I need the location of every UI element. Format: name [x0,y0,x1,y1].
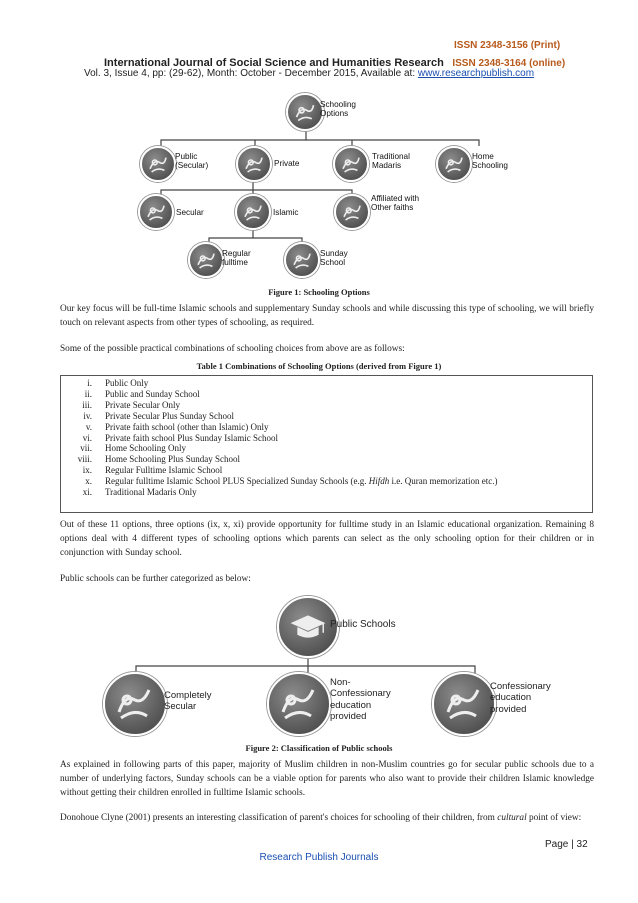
row-number: vi. [82,432,92,443]
affiliated-faiths-label: Affiliated with Other faiths [371,194,420,213]
donohoue-italic: cultural [497,813,527,823]
row-text: Public and Sunday School [105,388,200,399]
paragraph-combinations-intro: Some of the possible practical combinations of schooling choices from above are as follows: [60,344,405,354]
issn-online: ISSN 2348-3164 (online) [452,58,566,69]
table-row [61,378,497,389]
paragraph-eleven-options: Out of these 11 options, three options (ix, x, xi) provide opportunity for fulltime study in an Islamic educational organization. Remaining 8 options deal with 4 different types of schooling options which parents can select as the only schooling option for their children or in conjunction with Sunday school. [60,520,594,558]
public-secular-node-icon [140,146,176,182]
row-text: Home Schooling Only [105,443,186,454]
row-number: ii. [84,388,92,399]
paragraph-donohoue [60,812,594,826]
row-number: xi. [82,487,92,498]
row-number: v. [85,421,92,432]
regular-fulltime-label: Regular fulltime [222,249,251,268]
row-text: Private faith school Plus Sunday Islamic School [105,432,278,443]
sunday-school-label: Sunday School [320,249,348,268]
non-confessionary-node-icon [267,672,331,736]
public-schools-label: Public Schools [330,619,396,630]
paragraph-public-categories: Public schools can be further categorized as below: [60,574,251,584]
figure-1-diagram [0,90,638,285]
paragraph-key-focus: Our key focus will be full-time Islamic schools and supplementary Sunday schools and while discussing this type of schooling, we will briefly touch on relevant aspects from other types of schooling, as required. [60,304,594,328]
table-1-rows [61,378,497,498]
secular-label: Secular [176,208,204,217]
row-text: Regular Fulltime Islamic School [105,465,223,476]
table-row [61,454,497,465]
row-text: Private Secular Only [105,399,180,410]
table-row [61,443,497,454]
confessionary-node-icon [432,672,496,736]
row-number: x. [85,476,92,487]
donohoue-text: Donohoue Clyne (2001) presents an interesting classification of parent's choices for schooling of their children, from [60,813,498,823]
row-number: viii. [77,454,92,465]
row-text: Private faith school (other than Islamic) Only [105,421,269,432]
table-row [61,433,497,444]
row-text-before: Regular fulltime Islamic School PLUS Specialized Sunday Schools (e.g. [105,476,369,487]
figure-2-caption: Figure 2: Classification of Public schools [245,743,393,753]
private-label: Private [274,159,300,168]
publisher-link[interactable]: Research Publish Journals [259,852,379,863]
traditional-madaris-label: Traditional Madaris [372,152,410,171]
completely-secular-label: Completely Secular [164,690,212,713]
figure-2-diagram [0,590,638,730]
table-1-caption: Table 1 Combinations of Schooling Options (derived from Figure 1) [196,361,442,371]
row-text: Traditional Madaris Only [105,487,197,498]
table-row [61,476,497,487]
volume-line [84,68,534,79]
row-number: iii. [82,399,92,410]
table-row [61,422,497,433]
schooling-options-label: Schooling Options [320,100,356,119]
journal-title: International Journal of Social Science and Humanities Research [104,57,444,69]
completely-secular-node-icon [103,672,167,736]
row-text [92,476,497,487]
sunday-school-node-icon [284,242,320,278]
traditional-madaris-node-icon [333,146,369,182]
islamic-node-icon [235,194,271,230]
table-row [61,400,497,411]
figure-1-caption: Figure 1: Schooling Options [268,287,370,297]
journal-url-link[interactable]: www.researchpublish.com [417,68,535,79]
table-1 [60,375,593,513]
islamic-label: Islamic [273,208,299,217]
row-text: Private Secular Plus Sunday School [105,410,234,421]
secular-node-icon [138,194,174,230]
row-text: Public Only [105,378,149,388]
row-text-italic: Hifdh [368,476,390,487]
affiliated-faiths-node-icon [334,194,370,230]
row-number: iv. [83,410,92,421]
row-number: i. [87,378,92,388]
home-schooling-label: Home Schooling [472,152,508,171]
page-number: Page | 32 [545,839,588,850]
private-node-icon [236,146,272,182]
schooling-options-node-icon [286,93,324,131]
row-text-after: i.e. Quran memorization etc.) [389,476,498,487]
row-text: Home Schooling Plus Sunday School [105,454,241,465]
row-number: vii. [80,443,92,454]
donohoue-text-end: point of view: [526,813,582,823]
volume-text: Vol. 3, Issue 4, pp: (29-62), Month: October - December 2015, Available at: [84,68,416,79]
non-confessionary-label: Non-Confessionary education provided [330,677,391,723]
home-schooling-node-icon [436,146,472,182]
table-row [61,465,497,476]
public-secular-label: Public (Secular) [175,152,209,171]
regular-fulltime-node-icon [188,242,224,278]
issn-print: ISSN 2348-3156 (Print) [454,40,561,51]
confessionary-label: Confessionary education provided [490,681,551,715]
table-row [61,389,497,400]
table-row [61,411,497,422]
row-number: ix. [82,465,92,476]
table-row [61,487,497,498]
paragraph-majority-muslim: As explained in following parts of this paper, majority of Muslim children in non-Muslim countries go for secular public schools due to a number of underlying factors, Sunday schools can be a viable option for parents who also want to provide their children Islamic knowledge without getting their children enrolled in fulltime Islamic schools. [60,760,594,798]
